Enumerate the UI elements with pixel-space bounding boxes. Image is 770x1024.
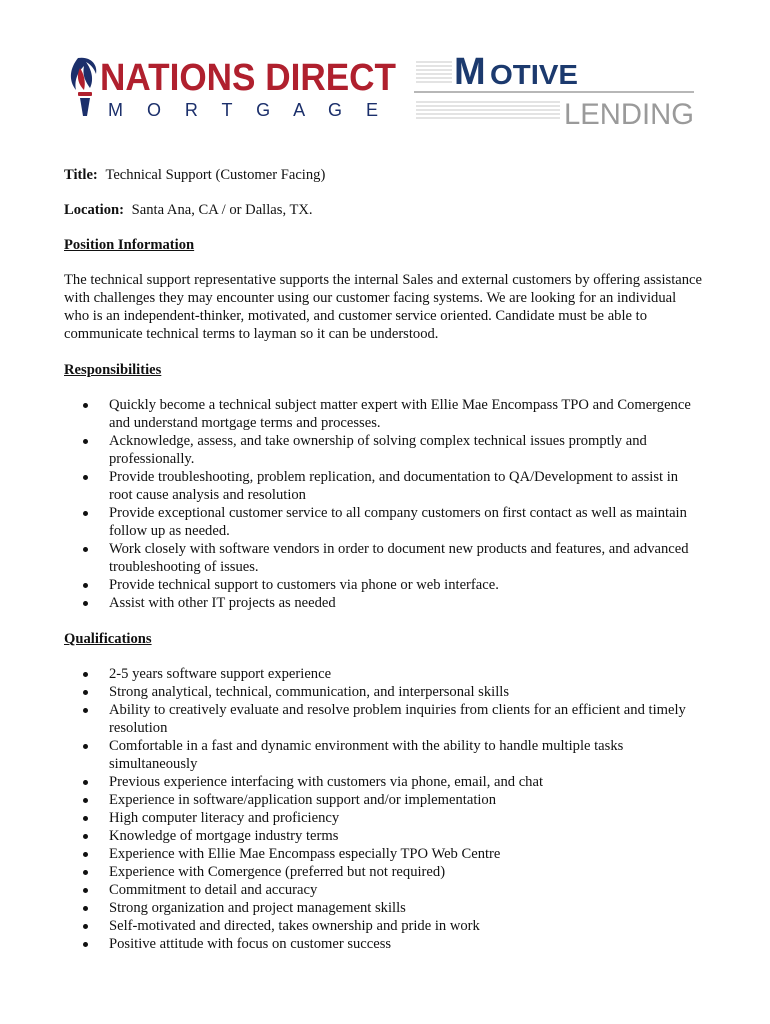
qualification-text: Experience with Comergence (preferred but not required) [109,864,446,880]
qualification-text: High computer literacy and proficiency [109,810,340,826]
responsibilities-list [64,396,704,612]
motive-wordmark-initial: M [454,51,486,93]
qualification-item [64,773,704,791]
bullet-icon [83,780,88,785]
mortgage-wordmark: M O R T G A G E [108,100,378,120]
responsibility-item [64,432,704,468]
qualification-text: Knowledge of mortgage industry terms [109,828,339,844]
motive-wordmark: OTIVE [490,59,578,90]
location-label: Location: [64,202,124,218]
responsibility-text: Acknowledge, assess, and take ownership of solving complex technical issues promptly and professionally. [109,433,647,467]
qualification-text: 2-5 years software support experience [109,666,332,682]
nations-direct-mortgage-logo [64,50,400,124]
location-line [64,201,704,219]
qualification-text: Self-motivated and directed, takes ownership and pride in work [109,918,480,934]
bullet-icon [83,816,88,821]
bullet-icon [83,690,88,695]
bullet-icon [83,834,88,839]
qualifications-heading: Qualifications [64,631,152,647]
qualification-item [64,899,704,917]
responsibility-item [64,504,704,540]
qualification-item [64,935,704,953]
bullet-icon [83,924,88,929]
qualification-item [64,917,704,935]
qualification-text: Previous experience interfacing with customers via phone, email, and chat [109,774,544,790]
responsibility-item [64,396,704,432]
title-value: Technical Support (Customer Facing) [105,167,326,183]
qualification-item [64,845,704,863]
motive-lending-logo [414,46,698,128]
qualification-item [64,809,704,827]
bullet-icon [83,475,88,480]
responsibility-text: Provide technical support to customers via phone or web interface. [109,577,499,593]
bullet-icon [83,547,88,552]
bullet-icon [83,942,88,947]
qualification-text: Strong organization and project management skills [109,900,406,916]
lending-wordmark: LENDING [564,98,694,128]
responsibilities-heading: Responsibilities [64,362,162,378]
bullet-icon [83,798,88,803]
qualification-item [64,881,704,899]
qualification-text: Strong analytical, technical, communication, and interpersonal skills [109,684,510,700]
qualification-item [64,701,704,737]
responsibility-item [64,540,704,576]
qualification-item [64,791,704,809]
qualification-item [64,827,704,845]
bullet-icon [83,888,88,893]
bullet-icon [83,852,88,857]
responsibility-text: Quickly become a technical subject matter expert with Ellie Mae Encompass TPO and Comergence and understand mortgage terms and processes. [109,397,691,431]
bullet-icon [83,439,88,444]
qualification-text: Ability to creatively evaluate and resolve problem inquiries from clients for an efficient and timely resolution [109,702,686,736]
responsibility-text: Provide troubleshooting, problem replication, and documentation to QA/Development to assist in root cause analysis and resolution [109,469,679,503]
qualification-text: Commitment to detail and accuracy [109,882,318,898]
nations-direct-wordmark: NATIONS DIRECT [100,57,396,99]
qualification-text: Experience in software/application support and/or implementation [109,792,497,808]
bullet-icon [83,870,88,875]
responsibility-text: Provide exceptional customer service to all company customers on first contact as well as maintain follow up as needed. [109,505,687,539]
bullet-icon [83,583,88,588]
job-description [64,166,704,971]
title-label: Title: [64,167,98,183]
qualification-text: Comfortable in a fast and dynamic environment with the ability to handle multiple tasks simultaneously [109,738,624,772]
qualification-item [64,863,704,881]
bullet-icon [83,403,88,408]
responsibility-item [64,576,704,594]
position-description: The technical support representative supports the internal Sales and external customers by offering assistance with challenges they may encounter using our customer facing systems. We are looking for an individual who is an independent-thinker, motivated, and customer service oriented. Candidate must be able to communicate technical terms to layman so it can be understood. [64,272,702,342]
responsibility-item [64,594,704,612]
responsibility-text: Work closely with software vendors in order to document new products and features, and advanced troubleshooting of issues. [109,541,689,575]
position-information-heading: Position Information [64,237,195,253]
title-line [64,166,704,184]
qualification-item [64,683,704,701]
qualification-text: Positive attitude with focus on customer success [109,936,392,952]
bullet-icon [83,511,88,516]
torch-icon [71,58,96,116]
responsibility-item [64,468,704,504]
bullet-icon [83,744,88,749]
bullet-icon [83,601,88,606]
location-value: Santa Ana, CA / or Dallas, TX. [131,202,313,218]
bullet-icon [83,906,88,911]
bullet-icon [83,672,88,677]
qualification-item [64,665,704,683]
qualification-item [64,737,704,773]
qualification-text: Experience with Ellie Mae Encompass especially TPO Web Centre [109,846,501,862]
bullet-icon [83,708,88,713]
qualifications-list [64,665,704,953]
responsibility-text: Assist with other IT projects as needed [109,595,336,611]
